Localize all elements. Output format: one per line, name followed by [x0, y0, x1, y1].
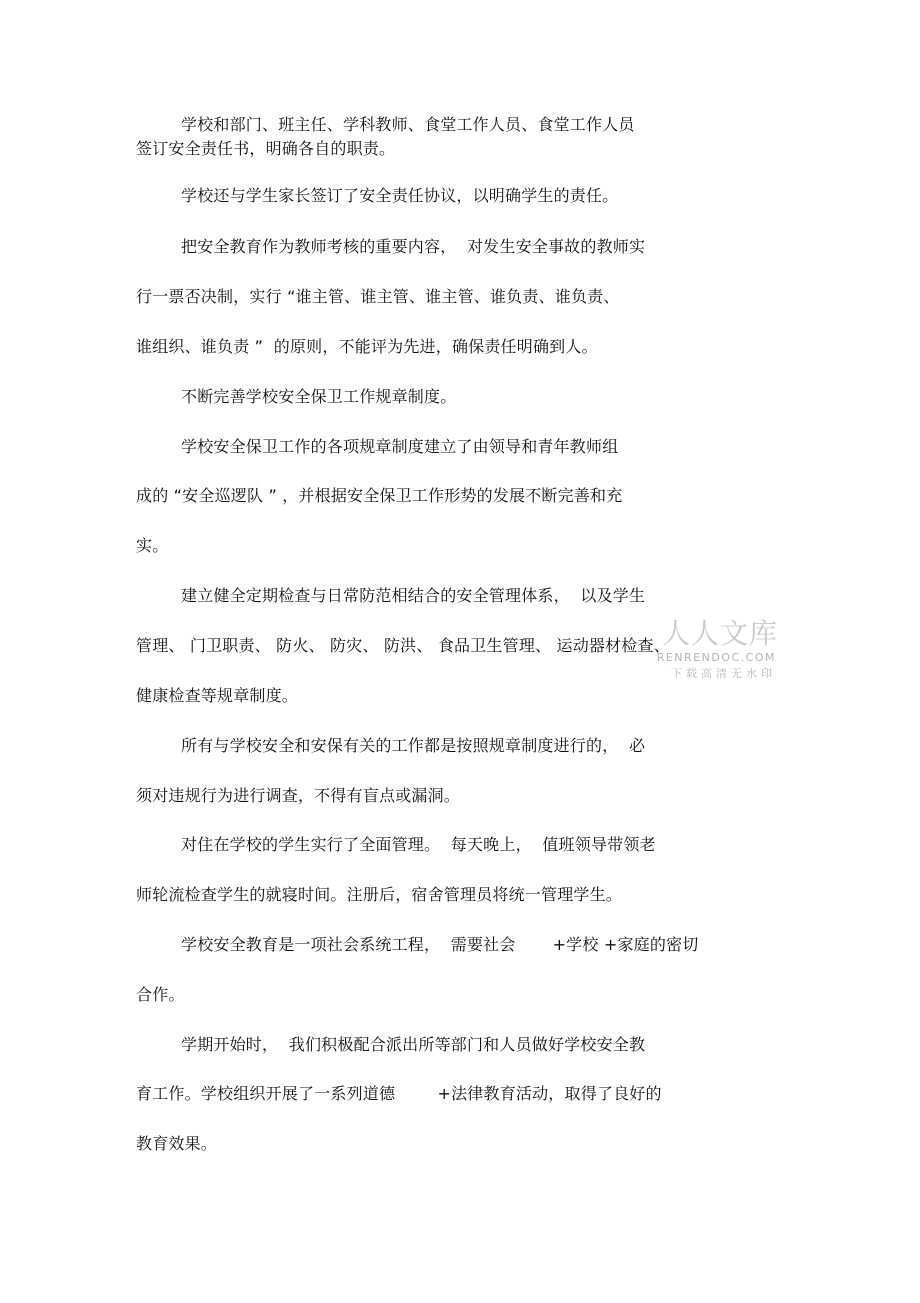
watermark-url: RENRENDOC.COM [656, 651, 776, 664]
paragraph-line: 学期开始时， 我们积极配合派出所等部门和人员做好学校安全教 [181, 1035, 646, 1054]
paragraph-line: 所有与学校安全和安保有关的工作都是按照规章制度进行的， 必 [181, 736, 646, 755]
paragraph-line: 不断完善学校安全保卫工作规章制度。 [181, 387, 457, 406]
paragraph-line: 学校安全保卫工作的各项规章制度建立了由领导和青年教师组 [181, 437, 619, 456]
paragraph-line: 育工作。学校组织开展了一系列道德 +法律教育活动，取得了良好的 [136, 1084, 662, 1103]
paragraph-line: 行一票否决制，实行 “谁主管、谁主管、谁主管、谁负责、谁负责、 [136, 287, 620, 306]
paragraph-line: 实。 [136, 536, 169, 555]
paragraph-line: 学校安全教育是一项社会系统工程， 需要社会 +学校 +家庭的密切 [181, 935, 699, 954]
paragraph-line: 管理、 门卫职责、 防火、 防灾、 防洪、 食品卫生管理、 运动器材检查、 [136, 636, 670, 655]
paragraph-line: 把安全教育作为教师考核的重要内容， 对发生安全事故的教师实 [181, 237, 646, 256]
paragraph-line: 学校和部门、班主任、学科教师、食堂工作人员、食堂工作人员 [181, 115, 635, 134]
paragraph-line: 成的 “安全巡逻队 ” ，并根据安全保卫工作形势的发展不断完善和充 [136, 486, 623, 505]
paragraph-line: 建立健全定期检查与日常防范相结合的安全管理体系， 以及学生 [181, 586, 646, 605]
watermark-tagline: 下载高清无水印 [671, 667, 776, 680]
paragraph-line: 合作。 [136, 985, 185, 1004]
watermark-logo: 人人文库 [661, 617, 778, 650]
paragraph-line: 须对违规行为进行调查，不得有盲点或漏洞。 [136, 786, 461, 805]
paragraph-line: 签订安全责任书，明确各自的职责。 [136, 139, 396, 158]
paragraph-line: 教育效果。 [136, 1134, 218, 1153]
paragraph-line: 师轮流检查学生的就寝时间。注册后，宿舍管理员将统一管理学生。 [136, 885, 623, 904]
paragraph-line: 谁组织、谁负责 ” 的原则，不能评为先进，确保责任明确到人。 [136, 337, 598, 356]
paragraph-line: 对住在学校的学生实行了全面管理。 每天晚上， 值班领导带领老 [181, 835, 656, 854]
paragraph-line: 学校还与学生家长签订了安全责任协议，以明确学生的责任。 [181, 186, 619, 205]
paragraph-line: 健康检查等规章制度。 [136, 686, 299, 705]
